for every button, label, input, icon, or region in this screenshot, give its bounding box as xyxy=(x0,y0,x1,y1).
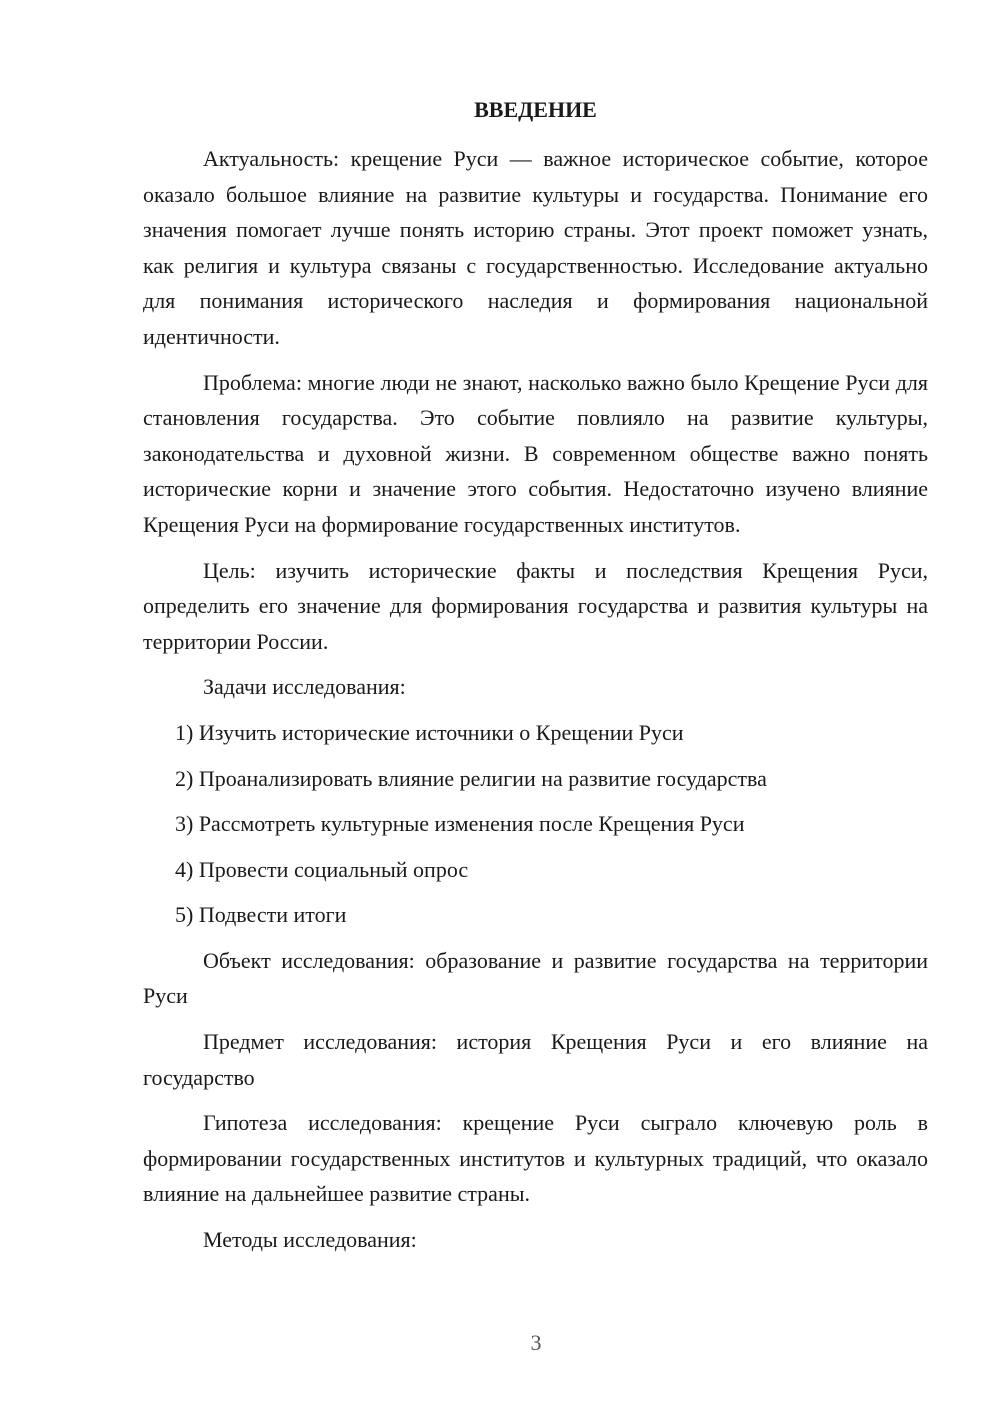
relevance-paragraph: Актуальность: крещение Руси — важное историческое событие, которое оказало большое влияние на развитие культуры и государства. Понимание его значения помогает лучше понять историю страны. Этот проект поможет узнать, как религия и культура связаны с государственностью. Исследование актуально для понимания исторического наследия и формирования национальной идентичности. xyxy=(143,146,928,349)
subject-paragraph: Предмет исследования: история Крещения Руси и его влияние на государство xyxy=(143,1029,928,1090)
tasks-list xyxy=(143,715,928,933)
methods-heading: Методы исследования: xyxy=(203,1227,417,1253)
list-item: 3) Рассмотреть культурные изменения после Крещения Руси xyxy=(175,811,745,837)
hypothesis-paragraph: Гипотеза исследования: крещение Руси сыграло ключевую роль в формировании государственных институтов и культурных традиций, что оказало влияние на дальнейшее развитие страны. xyxy=(143,1110,928,1207)
page-number: 3 xyxy=(530,1330,542,1355)
tasks-heading: Задачи исследования: xyxy=(203,674,406,700)
list-item: 2) Проанализировать влияние религии на развитие государства xyxy=(175,765,767,791)
problem-paragraph: Проблема: многие люди не знают, насколько важно было Крещение Руси для становления государства. Это событие повлияло на развитие культуры, законодательства и духовной жизни. В современном обществе важно понять исторические корни и значение этого события. Недостаточно изучено влияние Крещения Руси на формирование государственных институтов. xyxy=(143,369,928,537)
document-page xyxy=(143,92,928,1268)
list-item: 1) Изучить исторические источники о Крещении Руси xyxy=(175,719,684,745)
list-item: 4) Провести социальный опрос xyxy=(175,856,469,882)
goal-paragraph: Цель: изучить исторические факты и последствия Крещения Руси, определить его значение для формирования государства и развития культуры на территории России. xyxy=(143,557,928,654)
list-item: 5) Подвести итоги xyxy=(175,902,347,928)
object-paragraph: Объект исследования: образование и развитие государства на территории Руси xyxy=(143,947,928,1009)
page-title: ВВЕДЕНИЕ xyxy=(474,97,597,122)
